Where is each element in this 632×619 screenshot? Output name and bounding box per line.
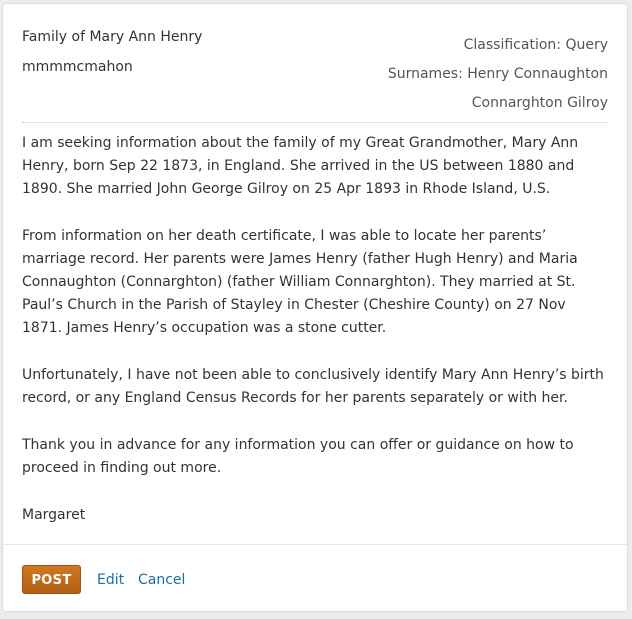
post-actions bbox=[3, 544, 627, 613]
surnames-line-1: Surnames: Henry Connaughton bbox=[387, 66, 608, 82]
post-paragraph: Thank you in advance for any information you can offer or guidance on how to proceed in finding out more. bbox=[22, 437, 574, 476]
cancel-link[interactable]: Cancel bbox=[138, 572, 186, 588]
post-body bbox=[22, 132, 610, 551]
post-preview-card bbox=[2, 3, 628, 612]
post-button[interactable]: POST bbox=[22, 565, 81, 594]
post-meta bbox=[388, 31, 608, 118]
post-signature: Margaret bbox=[22, 507, 86, 523]
post-title: Family of Mary Ann Henry bbox=[22, 29, 203, 45]
surnames-line-2: Connarghton Gilroy bbox=[471, 95, 608, 111]
post-paragraph: Unfortunately, I have not been able to conclusively identify Mary Ann Henry’s birth record, or any England Census Records for her parents separately or with her. bbox=[22, 367, 604, 406]
post-paragraph: From information on her death certificate, I was able to locate her parents’ marriage record. Her parents were James Henry (father Hugh Henry) and Maria Connaughton (Connarghton) (father William Connarghton). They married at St. Paul’s Church in the Parish of Stayley in Chester (Cheshire County) on 27 Nov 1871. James Henry’s occupation was a stone cutter. bbox=[22, 228, 578, 336]
post-paragraph: I am seeking information about the family of my Great Grandmother, Mary Ann Henry, born Sep 22 1873, in England. She arrived in the US between 1880 and 1890. She married John George Gilroy on 25 Apr 1893 in Rhode Island, U.S. bbox=[22, 135, 579, 197]
post-author: mmmmcmahon bbox=[22, 59, 133, 75]
edit-link[interactable]: Edit bbox=[97, 572, 125, 588]
post-header bbox=[22, 4, 608, 123]
classification-label: Classification: Query bbox=[463, 37, 608, 53]
